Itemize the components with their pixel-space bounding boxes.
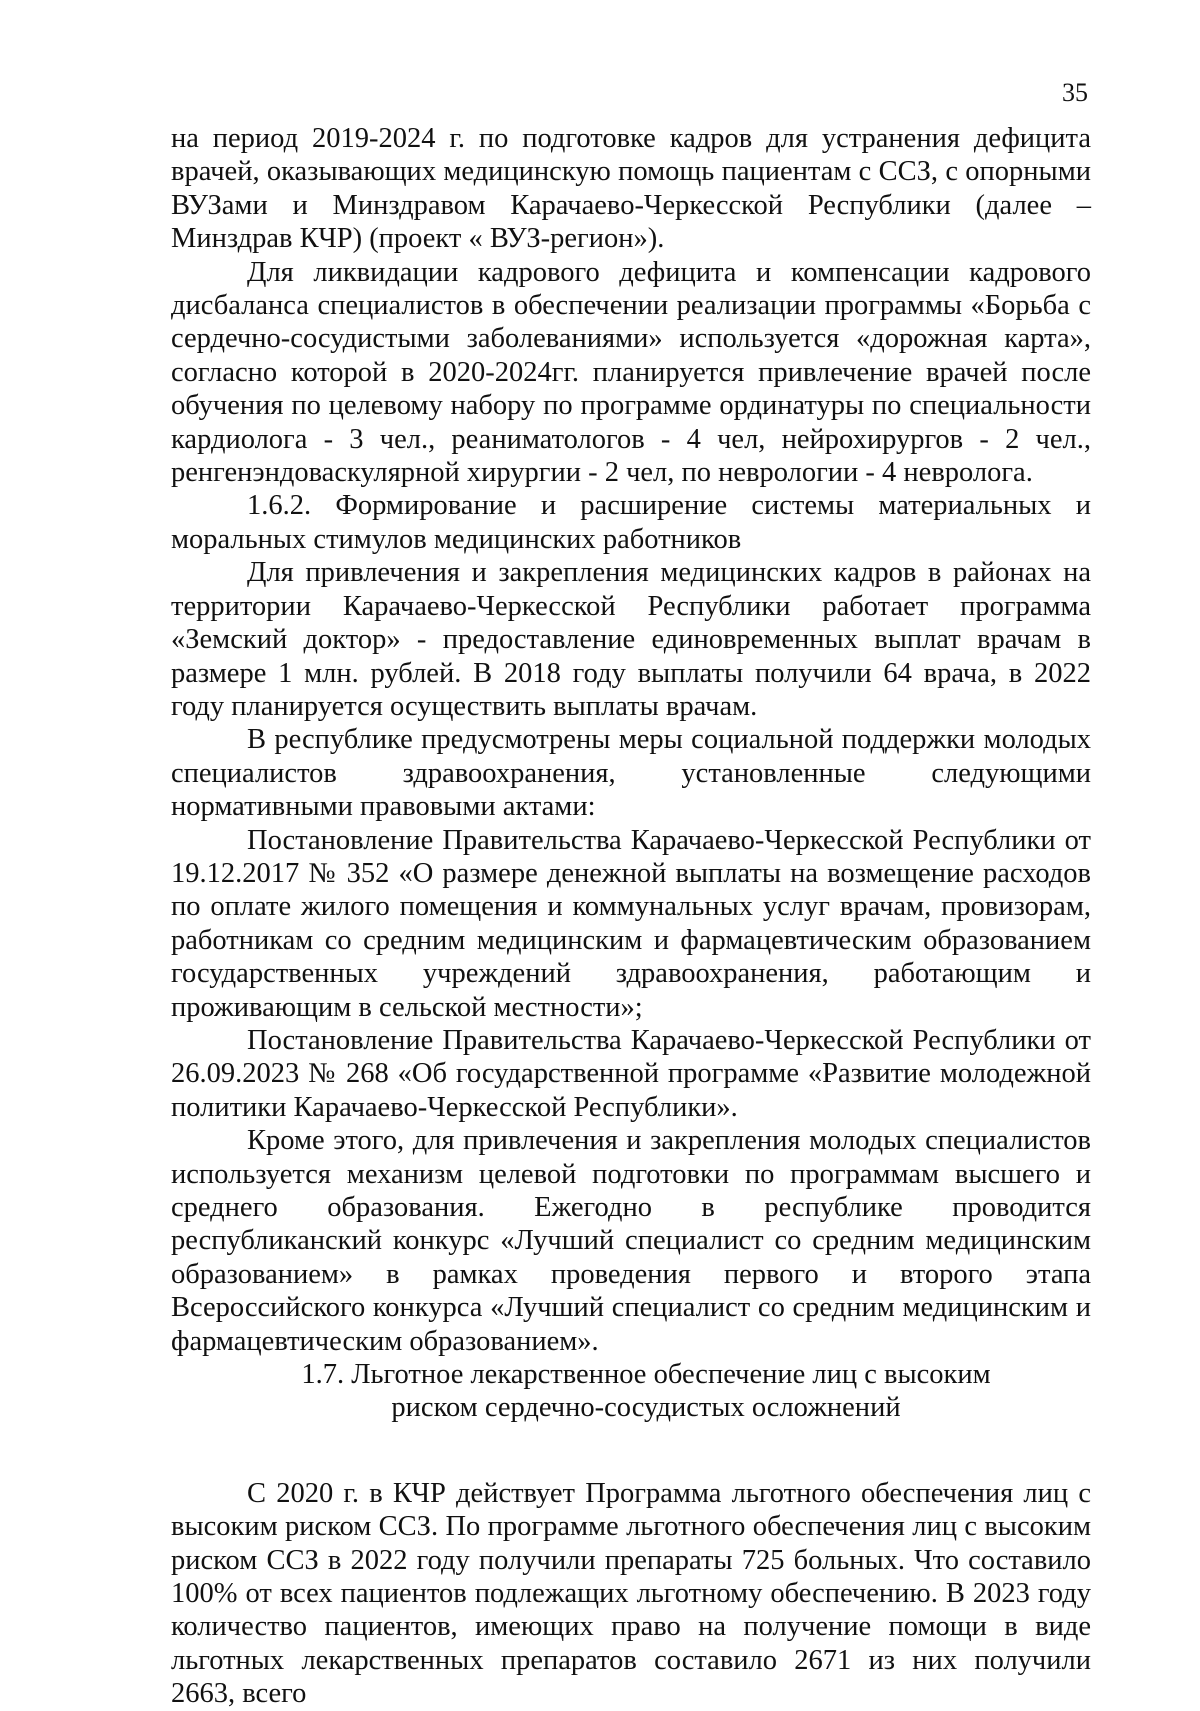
paragraph-resolution-268: Постановление Правительства Карачаево-Черкесской Республики от 26.09.2023 № 268 «Об государственной программе «Развитие молодежной политики Карачаево-Черкесской Республики».: [171, 1024, 1091, 1123]
paragraph-drug-provision: С 2020 г. в КЧР действует Программа льготного обеспечения лиц с высоким риском ССЗ. По программе льготного обеспечения лиц с высоким риском ССЗ в 2022 году получили препараты 725 больных. Что составило 100% от всех пациентов подлежащих льготному обеспечению. В 2023 году количество пациентов, имеющих право на получение помощи в виде льготных лекарственных препаратов составило 2671 из них получили 2663, всего: [171, 1477, 1091, 1710]
spacer: [171, 1425, 1091, 1477]
paragraph-continuation: на период 2019-2024 г. по подготовке кадров для устранения дефицита врачей, оказывающих медицинскую помощь пациентам с ССЗ, с опорными ВУЗами и Минздравом Карачаево-Черкесской Республики (далее –Минздрав КЧР) (проект « ВУЗ-регион»).: [171, 123, 1091, 255]
section-heading-line-2: риском сердечно-сосудистых осложнений: [391, 1392, 901, 1424]
section-heading-line-1: 1.7. Льготное лекарственное обеспечение лиц с высоким: [301, 1359, 991, 1391]
page-number: 35: [1062, 78, 1088, 107]
paragraph-zemsky-doctor: Для привлечения и закрепления медицинских кадров в районах на территории Карачаево-Черкесской Республики работает программа «Земский доктор» - предоставление единовременных выплат врачам в размере 1 млн. рублей. В 2018 году выплаты получили 64 врача, в 2022 году планируется осуществить выплаты врачам.: [171, 557, 1091, 722]
subsection-heading-1-6-2: 1.6.2. Формирование и расширение системы материальных и моральных стимулов медицинских работников: [171, 490, 1091, 555]
paragraph-staff-deficit: Для ликвидации кадрового дефицита и компенсации кадрового дисбаланса специалистов в обеспечении реализации программы «Борьба с сердечно-сосудистыми заболеваниями» используется «дорожная карта», согласно которой в 2020-2024гг. планируется привлечение врачей после обучения по целевому набору по программе ординатуры по специальности кардиолога - 3 чел., реаниматологов - 4 чел, нейрохирургов - 2 чел., ренгенэндоваскулярной хирургии - 2 чел, по неврологии - 4 невролога.: [171, 256, 1091, 489]
section-heading-1-7: [171, 1358, 1091, 1425]
paragraph-targeted-training: Кроме этого, для привлечения и закрепления молодых специалистов используется механизм целевой подготовки по программам высшего и среднего образования. Ежегодно в республике проводится республиканский конкурс «Лучший специалист со средним медицинским образованием» в рамках проведения первого и второго этапа Всероссийского конкурса «Лучший специалист со средним медицинским и фармацевтическим образованием».: [171, 1125, 1091, 1357]
document-body: [171, 122, 1091, 1711]
paragraph-social-support: В республике предусмотрены меры социальной поддержки молодых специалистов здравоохранения, установленные следующими нормативными правовыми актами:: [171, 724, 1091, 823]
paragraph-resolution-352: Постановление Правительства Карачаево-Черкесской Республики от 19.12.2017 № 352 «О размере денежной выплаты на возмещение расходов по оплате жилого помещения и коммунальных услуг врачам, провизорам, работникам со средним медицинским и фармацевтическим образованием государственных учреждений здравоохранения, работающим и проживающим в сельской местности»;: [171, 824, 1091, 1023]
